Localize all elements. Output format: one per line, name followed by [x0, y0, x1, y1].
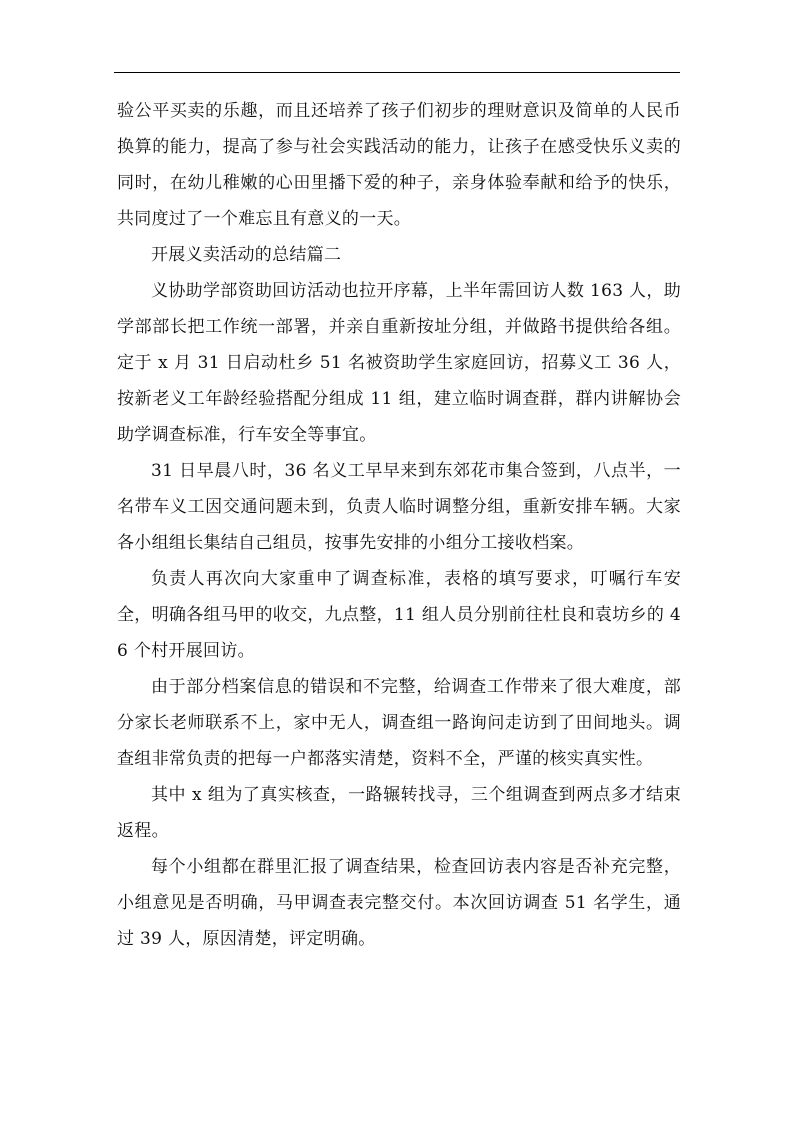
paragraph: 负责人再次向大家重申了调查标准，表格的填写要求，叮嘱行车安全，明确各组马甲的收交，九点整，11 组人员分别前往杜良和袁坊乡的 46 个村开展回访。 — [117, 569, 681, 661]
paragraph: 每个小组都在群里汇报了调查结果，检查回访表内容是否补充完整，小组意见是否明确，马甲调查表完整交付。本次回访调查 51 名学生，通过 39 人，原因清楚，评定明确。 — [117, 857, 681, 949]
paragraph: 其中 x 组为了真实核查，一路辗转找寻，三个组调查到两点多才结束返程。 — [117, 785, 681, 841]
paragraph: 义协助学部资助回访活动也拉开序幕，上半年需回访人数 163 人，助学部部长把工作统一部署，并亲自重新按址分组，并做路书提供给各组。定于 x 月 31 日启动杜乡 51 名被资助学生家庭回访，招募义工 36 人，按新老义工年龄经验搭配分组成 11 组，建立临时调查群，群内讲解协会助学调查标准，行车安全等事宜。 — [117, 281, 681, 445]
section-heading: 开展义卖活动的总结篇二 — [151, 245, 342, 265]
paragraph-continuation: 验公平买卖的乐趣，而且还培养了孩子们初步的理财意识及简单的人民币换算的能力，提高了参与社会实践活动的能力，让孩子在感受快乐义卖的同时，在幼儿稚嫩的心田里播下爱的种子，亲身体验奉献和给予的快乐，共同度过了一个难忘且有意义的一天。 — [117, 101, 681, 229]
document-body — [117, 93, 681, 957]
paragraph: 31 日早晨八时，36 名义工早早来到东郊花市集合签到，八点半，一名带车义工因交通问题未到，负责人临时调整分组，重新安排车辆。大家各小组组长集结自己组员，按事先安排的小组分工接收档案。 — [117, 461, 681, 553]
paragraph: 由于部分档案信息的错误和不完整，给调查工作带来了很大难度，部分家长老师联系不上，家中无人，调查组一路询问走访到了田间地头。调查组非常负责的把每一户都落实清楚，资料不全，严谨的核实真实性。 — [117, 677, 681, 769]
header-rule — [114, 72, 680, 73]
